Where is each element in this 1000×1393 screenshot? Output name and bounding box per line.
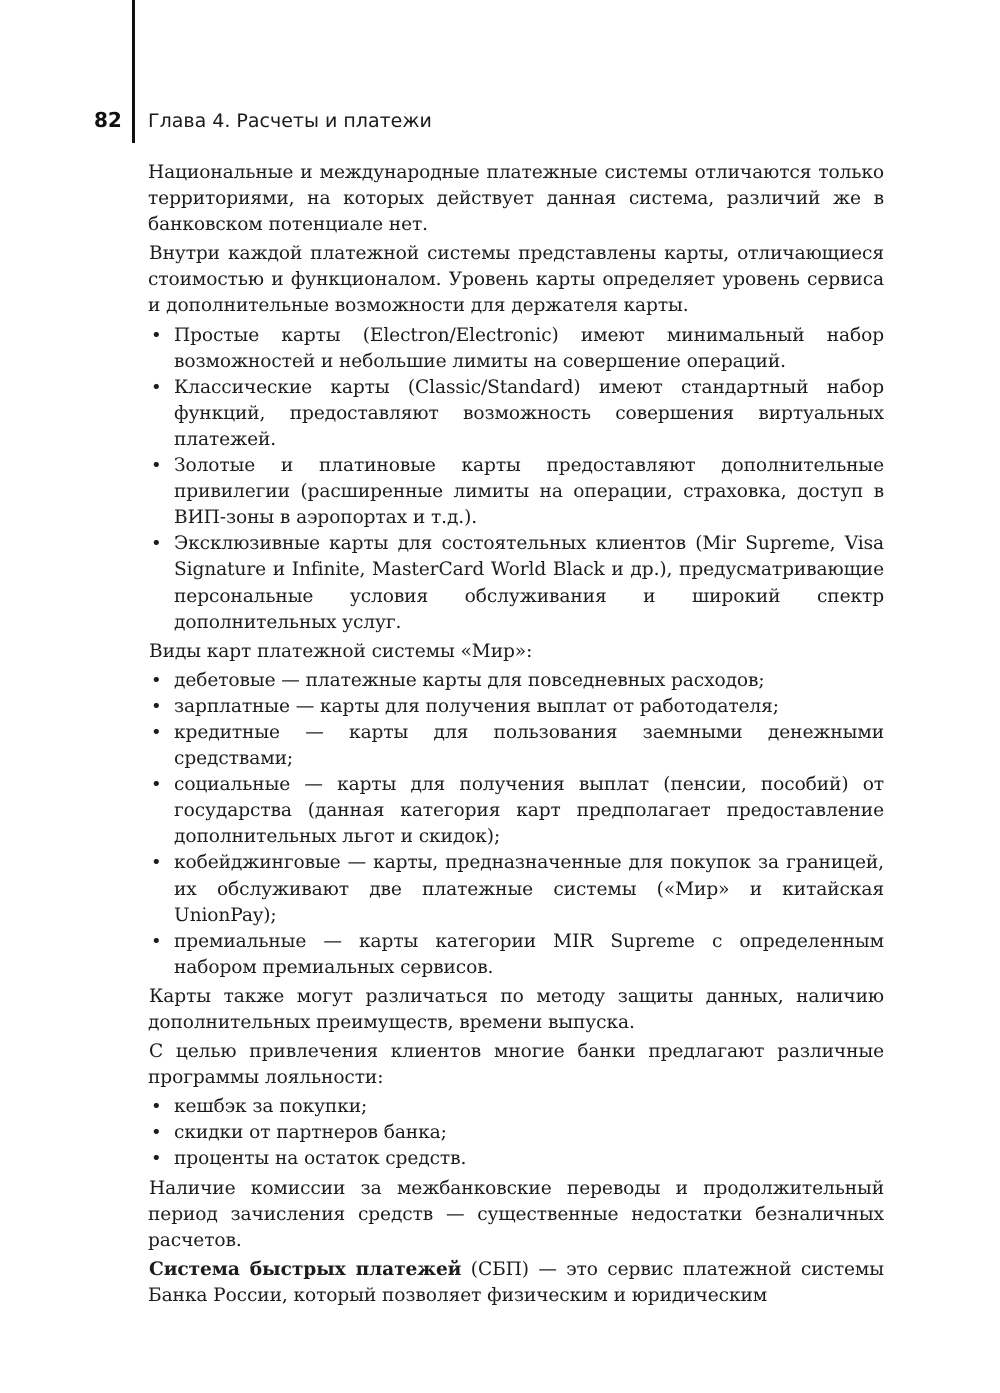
paragraph — [148, 1257, 884, 1309]
list-item: • премиальные — карты категории MIR Supreme с определенным набором премиальных сервисов. — [148, 929, 884, 981]
page-number: 82 — [94, 108, 122, 132]
loyalty-list — [148, 1094, 884, 1172]
list-item: • Классические карты (Classic/Standard) имеют стандартный набор функций, предоставляют возможность совершения виртуальных платежей. — [148, 375, 884, 453]
list-item: • Простые карты (Electron/Electronic) имеют минимальный набор возможностей и небольшие лимиты на совершение операций. — [148, 323, 884, 375]
term-sbp: Система быстрых платежей — [149, 1258, 462, 1280]
paragraph: Виды карт платежной системы «Мир»: — [149, 640, 533, 662]
term-definition: (СБП) — это сервис платежной системы Банка России, который позволяет физическим и юридическим — [148, 1258, 884, 1306]
list-item: • кредитные — карты для пользования заемными денежными средствами; — [148, 720, 884, 772]
list-item: • Золотые и платиновые карты предоставляют дополнительные привилегии (расширенные лимиты на операции, страховка, доступ в ВИП-зоны в аэропортах и т.д.). — [148, 453, 884, 531]
vertical-rule — [132, 0, 135, 143]
paragraph: Национальные и международные платежные системы отличаются только территориями, на которых действует данная система, различий же в банковском потенциале нет. — [148, 162, 884, 236]
list-item: • дебетовые — платежные карты для повседневных расходов; — [148, 668, 884, 694]
list-item: • скидки от партнеров банка; — [148, 1120, 884, 1146]
card-levels-list — [148, 323, 884, 636]
list-item: • социальные — карты для получения выплат (пенсии, пособий) от государства (данная категория карт предполагает предоставление дополнительных льгот и скидок); — [148, 772, 884, 850]
page-body — [148, 160, 884, 1312]
list-item: • проценты на остаток средств. — [148, 1146, 884, 1172]
paragraph: Наличие комиссии за межбанковские переводы и продолжительный период зачисления средств — существенные недостатки безналичных расчетов. — [148, 1177, 884, 1251]
paragraph: Внутри каждой платежной системы представлены карты, отличающиеся стоимостью и функционалом. Уровень карты определяет уровень сервиса и дополнительные возможности для держателя карты. — [148, 243, 884, 317]
paragraph: С целью привлечения клиентов многие банки предлагают различные программы лояльности: — [148, 1041, 884, 1089]
list-item: • кешбэк за покупки; — [148, 1094, 884, 1120]
paragraph: Карты также могут различаться по методу защиты данных, наличию дополнительных преимуществ, времени выпуска. — [148, 985, 884, 1033]
list-item: • зарплатные — карты для получения выплат от работодателя; — [148, 694, 884, 720]
mir-types-list — [148, 668, 884, 981]
list-item: • Эксклюзивные карты для состоятельных клиентов (Mir Supreme, Visa Signature и Infinite, MasterCard World Black и др.), предусматривающие персональные условия обслуживания и широкий спектр дополнительных услуг. — [148, 531, 884, 635]
list-item: • кобейджинговые — карты, предназначенные для покупок за границей, их обслуживают две платежные системы («Мир» и китайская UnionPay); — [148, 850, 884, 928]
running-head: Глава 4. Расчеты и платежи — [148, 110, 432, 132]
